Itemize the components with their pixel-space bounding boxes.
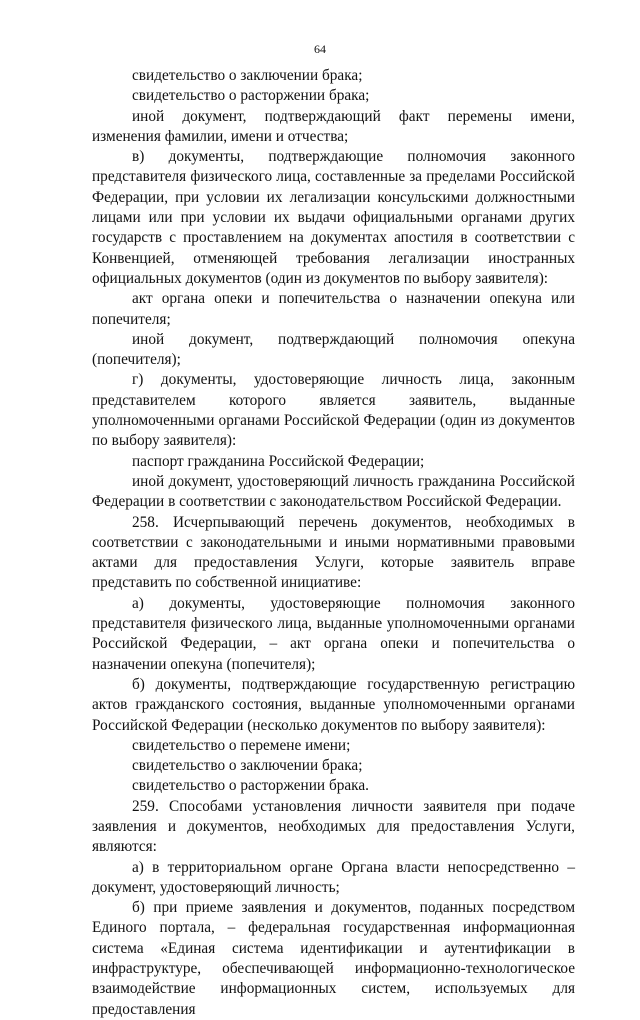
document-body	[92, 66, 575, 1020]
paragraph: 258. Исчерпывающий перечень документов, необходимых в соответствии с законодательными и иными нормативными правовыми актами для предоставления Услуги, которые заявитель вправе представить по собственной инициативе:	[92, 513, 575, 592]
paragraph: а) в территориальном органе Органа власти непосредственно – документ, удостоверяющий личность;	[92, 858, 575, 896]
paragraph: паспорт гражданина Российской Федерации;	[132, 452, 425, 470]
paragraph: свидетельство о перемене имени;	[132, 736, 351, 754]
paragraph: г) документы, удостоверяющие личность лица, законным представителем которого является заявитель, выданные уполномоченными органами Российской Федерации (один из документов по выбору заявителя):	[92, 371, 575, 450]
paragraph: 259. Способами установления личности заявителя при подаче заявления и документов, необходимых для предоставления Услуги, являются:	[92, 797, 575, 856]
paragraph: свидетельство о заключении брака;	[132, 67, 363, 84]
paragraph: б) документы, подтверждающие государственную регистрацию актов гражданского состояния, выданные уполномоченными органами Российской Федерации (несколько документов по выбору заявителя):	[92, 675, 575, 734]
paragraph: свидетельство о заключении брака;	[132, 757, 363, 775]
paragraph: в) документы, подтверждающие полномочия законного представителя физического лица, составленные за пределами Российской Федерации, при условии их легализации консульскими должностными лицами или при условии их выдачи официальными органами других государств с проставлением на документах апостиля в соответствии с Конвенцией, отменяющей требования легализации иностранных официальных документов (один из документов по выбору заявителя):	[92, 148, 575, 287]
paragraph: свидетельство о расторжении брака;	[132, 87, 370, 105]
paragraph: а) документы, удостоверяющие полномочия законного представителя физического лица, выданные уполномоченными органами Российской Федерации, – акт органа опеки и попечительства о назначении опекуна (попечителя);	[92, 594, 575, 673]
paragraph: иной документ, подтверждающий факт перемены имени, изменения фамилии, имени и отчества;	[92, 107, 575, 145]
paragraph: б) при приеме заявления и документов, поданных посредством Единого портала, – федеральная государственная информационная система «Единая система идентификации и аутентификации в инфраструктуре, обеспечивающей информационно-технологическое взаимодействие информационных систем, используемых для предоставления	[92, 899, 575, 1018]
paragraph: акт органа опеки и попечительства о назначении опекуна или попечителя;	[92, 290, 575, 328]
paragraph: свидетельство о расторжении брака.	[132, 777, 369, 795]
paragraph: иной документ, подтверждающий полномочия опекуна (попечителя);	[92, 330, 575, 369]
page-number: 64	[314, 42, 326, 56]
paragraph: иной документ, удостоверяющий личность гражданина Российской Федерации в соответствии с законодательством Российской Федерации.	[92, 472, 575, 511]
